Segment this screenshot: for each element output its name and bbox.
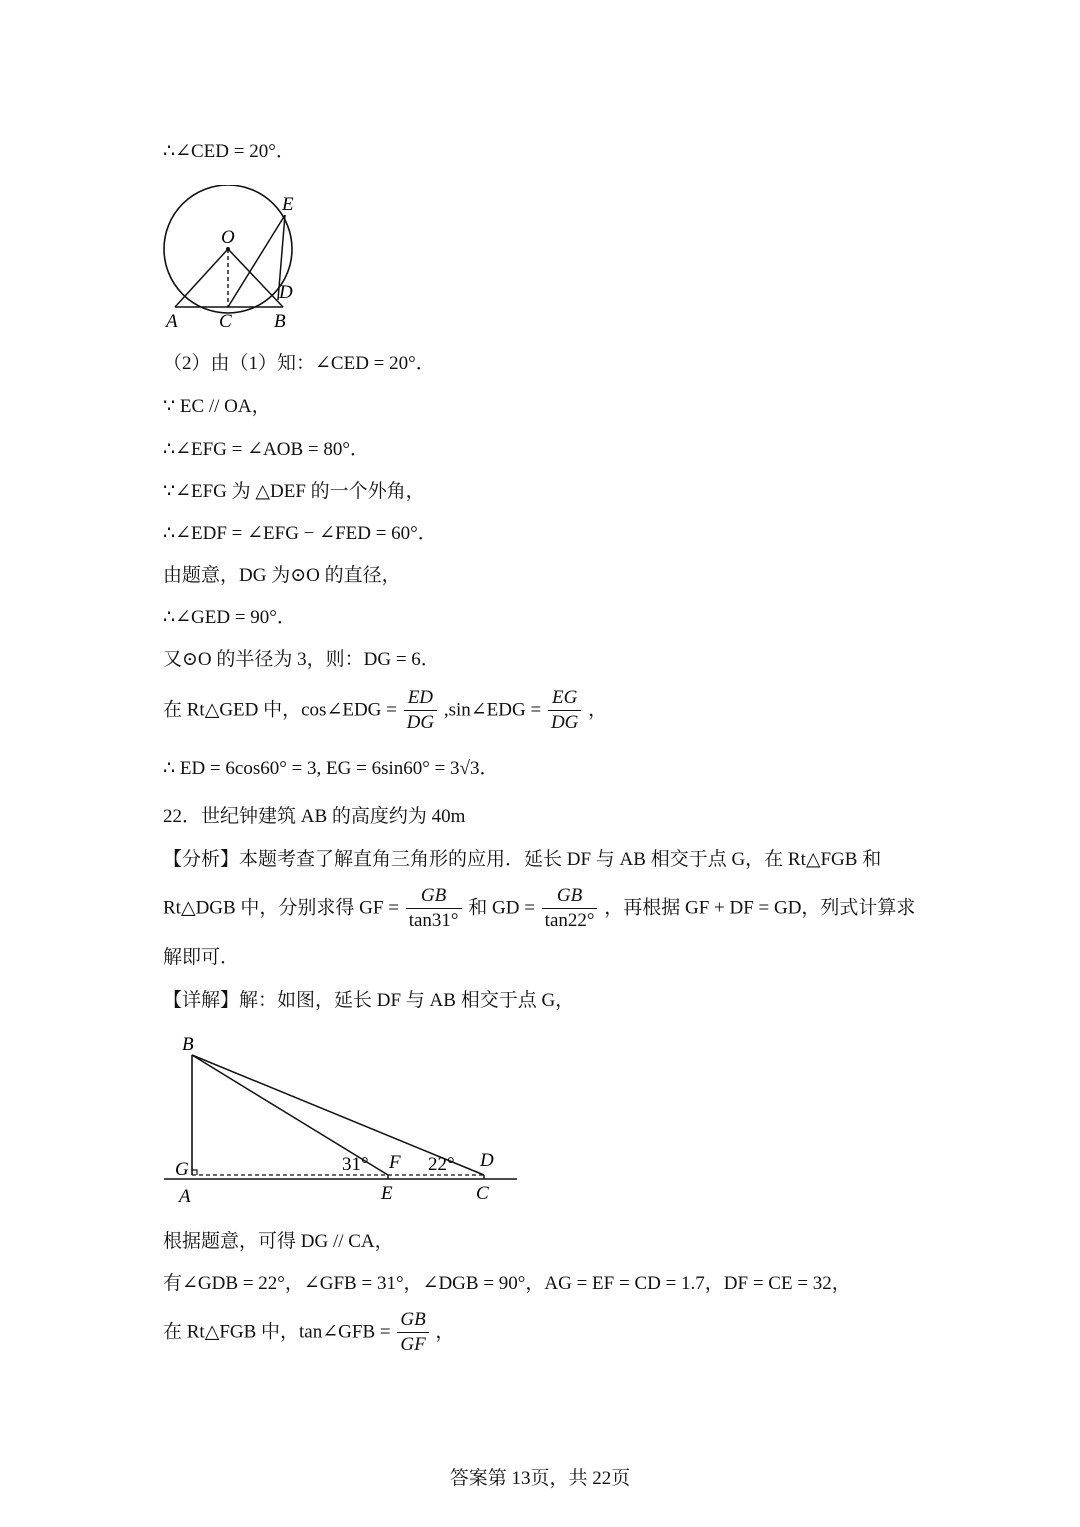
line-radius: 又⊙O 的半径为 3，则：DG = 6． <box>163 649 440 670</box>
line-detail: 【详解】解：如图，延长 DF 与 AB 相交于点 G， <box>163 990 575 1011</box>
line-efg-aob: ∴∠EFG = ∠AOB = 80°． <box>163 439 369 460</box>
fraction-gb-gf: $\frac{GB}{GF}$ <box>397 1308 428 1357</box>
line-ec-parallel-oa: ∵ EC // OA， <box>163 396 271 417</box>
line-q22-answer: 22．世纪钟建筑 AB 的高度约为 40m <box>163 806 466 827</box>
fig1-label-C: C <box>219 311 232 332</box>
fig2-label-B: B <box>182 1034 194 1055</box>
fig2-angle-22: 22° <box>428 1154 455 1175</box>
fig2-angle-31: 31° <box>342 1154 369 1175</box>
line-cos-sin-edg: 在 Rt△GED 中，cos∠EDG = $\frac{ED}{DG}$ ,sin∠EDG = $\frac{EG}{DG}$ ， <box>163 687 608 733</box>
line-ed-eg-values: ∴ ED = 6cos60° = 3, EG = 6sin60° = 3√3． <box>163 758 499 779</box>
fig1-label-O: O <box>221 227 235 248</box>
fig2-label-G: G <box>175 1159 189 1180</box>
analysis-tag: 【分析】 <box>163 849 240 870</box>
fig2-label-E: E <box>381 1183 393 1204</box>
line-analysis: 【分析】本题考查了解直角三角形的应用．延长 DF 与 AB 相交于点 G，在 Rt△FGB 和 <box>163 849 882 870</box>
line-tan-gfb: 在 Rt△FGB 中，tan∠GFB = $\frac{GB}{GF}$ ， <box>163 1309 455 1355</box>
fig1-label-D: D <box>279 282 293 303</box>
fraction-gb-tan22: $\frac{GB}{\tan 22^\circ}$ <box>542 884 598 933</box>
line-ged: ∴∠GED = 90°． <box>163 607 296 628</box>
line-exterior-angle: ∵∠EFG 为 △DEF 的一个外角， <box>163 481 425 502</box>
figure-tower-diagram <box>160 1032 530 1207</box>
detail-tag: 【详解】 <box>163 990 240 1011</box>
fraction-ed-dg: $\frac{ED}{DG}$ <box>404 686 437 735</box>
line-gf-gd-formulas: Rt△DGB 中，分别求得 GF = $\frac{GB}{\tan 31^\circ}$ 和 GD = $\frac{GB}{\tan 22^\circ}$ ，再根据 GF + DF = GD，列式计算求 <box>163 885 916 931</box>
figure-circle-diagram <box>150 185 330 345</box>
fig1-label-B: B <box>274 311 286 332</box>
line-given-values: 有∠GDB = 22°，∠GFB = 31°，∠DGB = 90°，AG = EF = CD = 1.7，DF = CE = 32， <box>163 1273 851 1294</box>
fraction-gb-tan31: $\frac{GB}{\tan 31^\circ}$ <box>406 884 462 933</box>
line-solve: 解即可． <box>163 947 240 968</box>
fig2-label-C: C <box>476 1183 489 1204</box>
page-footer: 答案第 13页，共 22页 <box>449 1468 631 1489</box>
line-conclusion-ced: ∴∠CED = 20°． <box>163 141 295 162</box>
line-edf: ∴∠EDF = ∠EFG − ∠FED = 60°． <box>163 523 437 544</box>
line-diameter: 由题意，DG 为⊙O 的直径， <box>163 565 401 586</box>
fig2-label-F: F <box>389 1152 401 1173</box>
line-part2-intro: （2）由（1）知：∠CED = 20°． <box>163 353 435 374</box>
fig2-label-D: D <box>480 1150 494 1171</box>
fig2-label-A: A <box>179 1186 191 1207</box>
fig1-label-E: E <box>282 194 294 215</box>
fraction-eg-dg: $\frac{EG}{DG}$ <box>548 686 581 735</box>
line-dg-parallel-ca: 根据题意，可得 DG // CA， <box>163 1231 394 1252</box>
fig1-label-A: A <box>166 311 178 332</box>
